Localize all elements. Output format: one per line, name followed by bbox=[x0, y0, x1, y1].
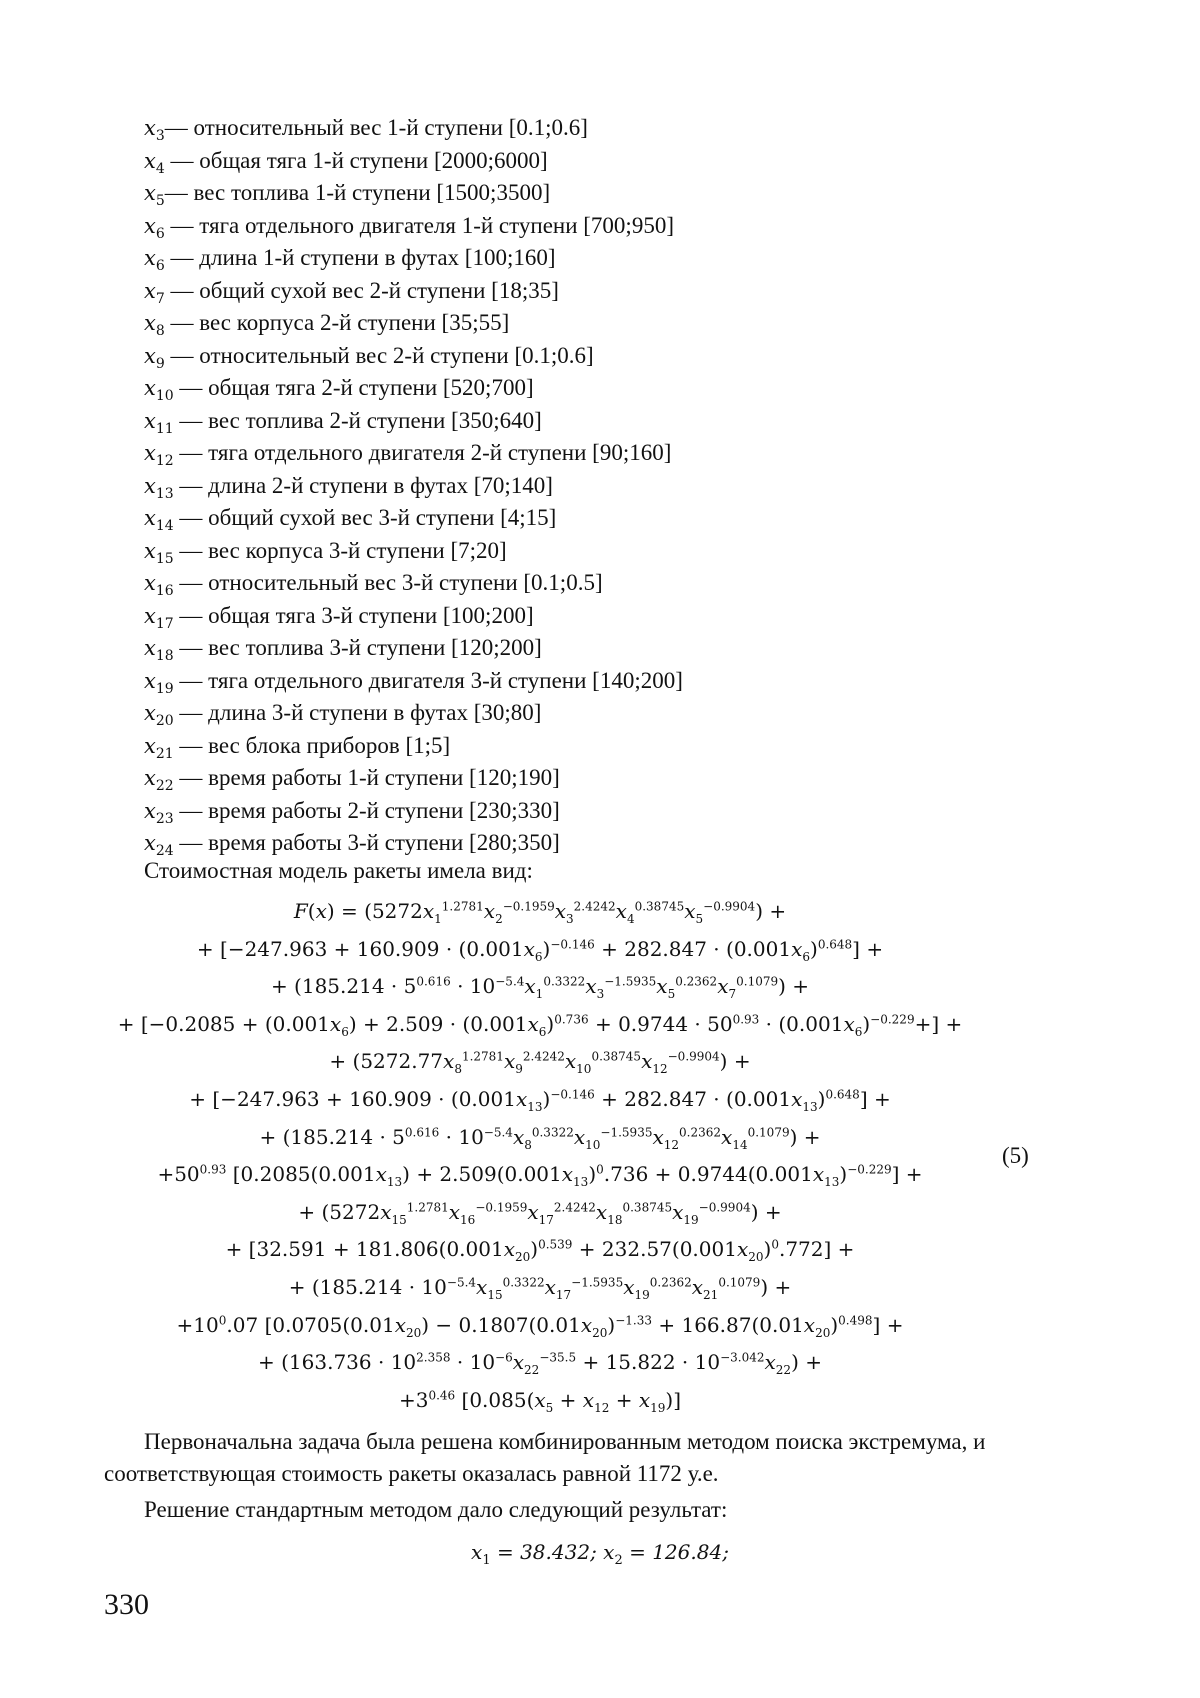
variable-description: — длина 2-й ступени в футах [70;140] bbox=[173, 472, 553, 498]
variable-symbol: $x_3$ bbox=[144, 116, 165, 145]
variable-item bbox=[144, 600, 683, 633]
page-number: 330 bbox=[104, 1588, 149, 1621]
variable-symbol: $x_{12}$ bbox=[144, 441, 174, 470]
variable-symbol: $x_{23}$ bbox=[144, 798, 174, 827]
formula-line: + $(5272x_{15}^{1.2781}x_{16}^{-0.1959}x_{17}^{2.4242}x_{18}^{0.38745}x_{19}^{-0.9904})$ + bbox=[298, 1199, 782, 1227]
variable-description: — время работы 3-й ступени [280;350] bbox=[173, 830, 560, 855]
variable-symbol: $x_8$ bbox=[144, 311, 165, 340]
variable-item bbox=[144, 567, 683, 600]
variable-symbol: $x_{13}$ bbox=[144, 473, 174, 502]
formula-line: + $(185.214 \cdot 10^{-5.4}x_{15}^{0.3322}x_{17}^{-1.5935}x_{19}^{0.2362}x_{21}^{0.1079})$ + bbox=[288, 1274, 792, 1302]
variable-item bbox=[144, 502, 683, 535]
variable-description: — общий сухой вес 3-й ступени [4;15] bbox=[173, 505, 557, 530]
formula-line: + $[-247.963 + 160.909 \cdot (0.001x_6)^{-0.146} + 282.847 \cdot (0.001x_6)^{0.648}]$ + bbox=[196, 936, 884, 964]
model-intro: Стоимостная модель ракеты имела вид: bbox=[144, 858, 533, 883]
variable-description: — тяга отдельного двигателя 3-й ступени [140;200] bbox=[173, 667, 683, 693]
formula-line: + $(163.736 \cdot 10^{2.358} \cdot 10^{-6}x_{22}^{-35.5} + 15.822 \cdot 10^{-3.042}x_{22})$ + bbox=[258, 1350, 822, 1378]
variable-item bbox=[144, 535, 683, 568]
variable-item bbox=[144, 730, 683, 763]
variable-item bbox=[144, 112, 683, 145]
formula-line: + $(185.214 \cdot 5^{0.616} \cdot 10^{-5.4}x_8^{0.3322}x_{10}^{-1.5935}x_{12}^{0.2362}x_{14}^{0.1079})$ + bbox=[259, 1124, 821, 1152]
variable-symbol: $x_{11}$ bbox=[144, 408, 174, 437]
variable-description: — тяга отдельного двигателя 1-й ступени [700;950] bbox=[164, 212, 674, 238]
variable-symbol: $x_5$ bbox=[144, 181, 165, 210]
variable-description: — общая тяга 1-й ступени [2000;6000] bbox=[164, 147, 548, 173]
variable-symbol: $x_7$ bbox=[144, 278, 165, 307]
variable-symbol: $x_{22}$ bbox=[144, 766, 174, 795]
variable-description: — время работы 2-й ступени [230;330] bbox=[173, 797, 560, 823]
variable-symbol: $x_{17}$ bbox=[144, 603, 174, 632]
formula-line: $+10^0.07$ $[0.0705(0.01x_{20}) - 0.1807(0.01x_{20})^{-1.33} + 166.87(0.01x_{20})^{0.498}]$ + bbox=[176, 1312, 904, 1340]
variable-symbol: $x_{20}$ bbox=[144, 701, 174, 730]
variable-description: — относительный вес 3-й ступени [0.1;0.5] bbox=[173, 570, 603, 595]
variable-description: — относительный вес 1-й ступени [0.1;0.6] bbox=[164, 115, 588, 140]
equation-number: (5) bbox=[1002, 1143, 1029, 1168]
variable-symbol: $x_{10}$ bbox=[144, 376, 174, 405]
variable-item bbox=[144, 307, 683, 340]
variable-description: — время работы 1-й ступени [120;190] bbox=[173, 765, 560, 790]
formula-line: + $(5272.77x_8^{1.2781}x_9^{2.4242}x_{10}^{0.38745}x_{12}^{-0.9904})$ + bbox=[329, 1049, 751, 1077]
variable-symbol: $x_9$ bbox=[144, 343, 165, 372]
variable-description: — длина 3-й ступени в футах [30;80] bbox=[173, 700, 542, 725]
formula-line: + $[-0.2085 + (0.001x_6) + 2.509 \cdot (0.001x_6)^{0.736} + 0.9744 \cdot 50^{0.93} \cdot (0.001x_6)^{-0.229}+]$ + bbox=[117, 1011, 963, 1039]
variable-symbol: $x_{24}$ bbox=[144, 831, 174, 860]
variable-description: — относительный вес 2-й ступени [0.1;0.6] bbox=[164, 342, 594, 368]
cost-formula bbox=[60, 893, 1020, 1419]
variable-description: — общая тяга 3-й ступени [100;200] bbox=[173, 602, 534, 628]
variable-list bbox=[144, 112, 683, 860]
variable-description: — вес топлива 2-й ступени [350;640] bbox=[173, 407, 542, 433]
formula-line: $F(x) = (5272x_1^{1.2781}x_2^{-0.1959}x_3^{2.4242}x_4^{0.38745}x_5^{-0.9904})$ + bbox=[293, 899, 787, 926]
variable-item bbox=[144, 665, 683, 698]
variable-item bbox=[144, 275, 683, 308]
variable-item bbox=[144, 145, 683, 178]
variable-item bbox=[144, 177, 683, 210]
variable-description: — вес корпуса 3-й ступени [7;20] bbox=[173, 537, 507, 563]
variable-description: — длина 1-й ступени в футах [100;160] bbox=[164, 245, 556, 270]
variable-item bbox=[144, 827, 683, 860]
variable-item bbox=[144, 242, 683, 275]
variable-description: — вес топлива 1-й ступени [1500;3500] bbox=[164, 180, 551, 205]
paragraph-standard-method: Решение стандартным методом дало следующий результат: bbox=[144, 1497, 728, 1522]
variable-description: — общий сухой вес 2-й ступени [18;35] bbox=[164, 277, 559, 303]
variable-symbol: $x_6$ bbox=[144, 246, 165, 275]
variable-description: — вес топлива 3-й ступени [120;200] bbox=[173, 635, 542, 660]
variable-item bbox=[144, 795, 683, 828]
variable-symbol: $x_6$ bbox=[144, 213, 165, 242]
formula-line: $+50^{0.93}$ $[0.2085(0.001x_{13}) + 2.509(0.001x_{13})^0.736 + 0.9744(0.001x_{13})^{-0.229}]$ + bbox=[157, 1162, 923, 1190]
variable-item bbox=[144, 697, 683, 730]
variable-item bbox=[144, 437, 683, 470]
variable-symbol: $x_{18}$ bbox=[144, 636, 174, 665]
paragraph-result-combined: Первоначальна задача была решена комбинированным методом поиска экстремума, и соответствующая стоимость ракеты оказалась равной 1172 у.е. bbox=[104, 1429, 986, 1486]
variable-symbol: $x_{15}$ bbox=[144, 538, 174, 567]
variable-symbol: $x_4$ bbox=[144, 148, 165, 177]
variable-symbol: $x_{16}$ bbox=[144, 571, 174, 600]
variable-item bbox=[144, 405, 683, 438]
variable-item bbox=[144, 372, 683, 405]
variable-item bbox=[144, 632, 683, 665]
variable-item bbox=[144, 762, 683, 795]
variable-symbol: $x_{14}$ bbox=[144, 506, 174, 535]
solution-values: $x_1 = 38.432$; $x_2 = 126.84$; bbox=[471, 1540, 729, 1568]
formula-line: + $[32.591 + 181.806(0.001x_{20})^{0.539} + 232.57(0.001x_{20})^0.772]$ + bbox=[225, 1237, 855, 1265]
variable-description: — тяга отдельного двигателя 2-й ступени [90;160] bbox=[173, 440, 672, 465]
variable-item bbox=[144, 470, 683, 503]
variable-description: — общая тяга 2-й ступени [520;700] bbox=[173, 375, 534, 400]
variable-item bbox=[144, 210, 683, 243]
formula-line: $+3^{0.46}$ $[0.085(x_5 + x_{12} + x_{19})]$ bbox=[398, 1387, 682, 1415]
formula-line: + $[-247.963 + 160.909 \cdot (0.001x_{13})^{-0.146} + 282.847 \cdot (0.001x_{13})^{0.648}]$ + bbox=[189, 1086, 891, 1114]
variable-description: — вес корпуса 2-й ступени [35;55] bbox=[164, 310, 510, 335]
variable-symbol: $x_{21}$ bbox=[144, 733, 174, 762]
variable-symbol: $x_{19}$ bbox=[144, 668, 174, 697]
variable-item bbox=[144, 340, 683, 373]
formula-line: + $(185.214 \cdot 5^{0.616} \cdot 10^{-5.4}x_1^{0.3322}x_3^{-1.5935}x_5^{0.2362}x_7^{0.1079})$ + bbox=[270, 974, 810, 1002]
variable-description: — вес блока приборов [1;5] bbox=[173, 732, 451, 758]
